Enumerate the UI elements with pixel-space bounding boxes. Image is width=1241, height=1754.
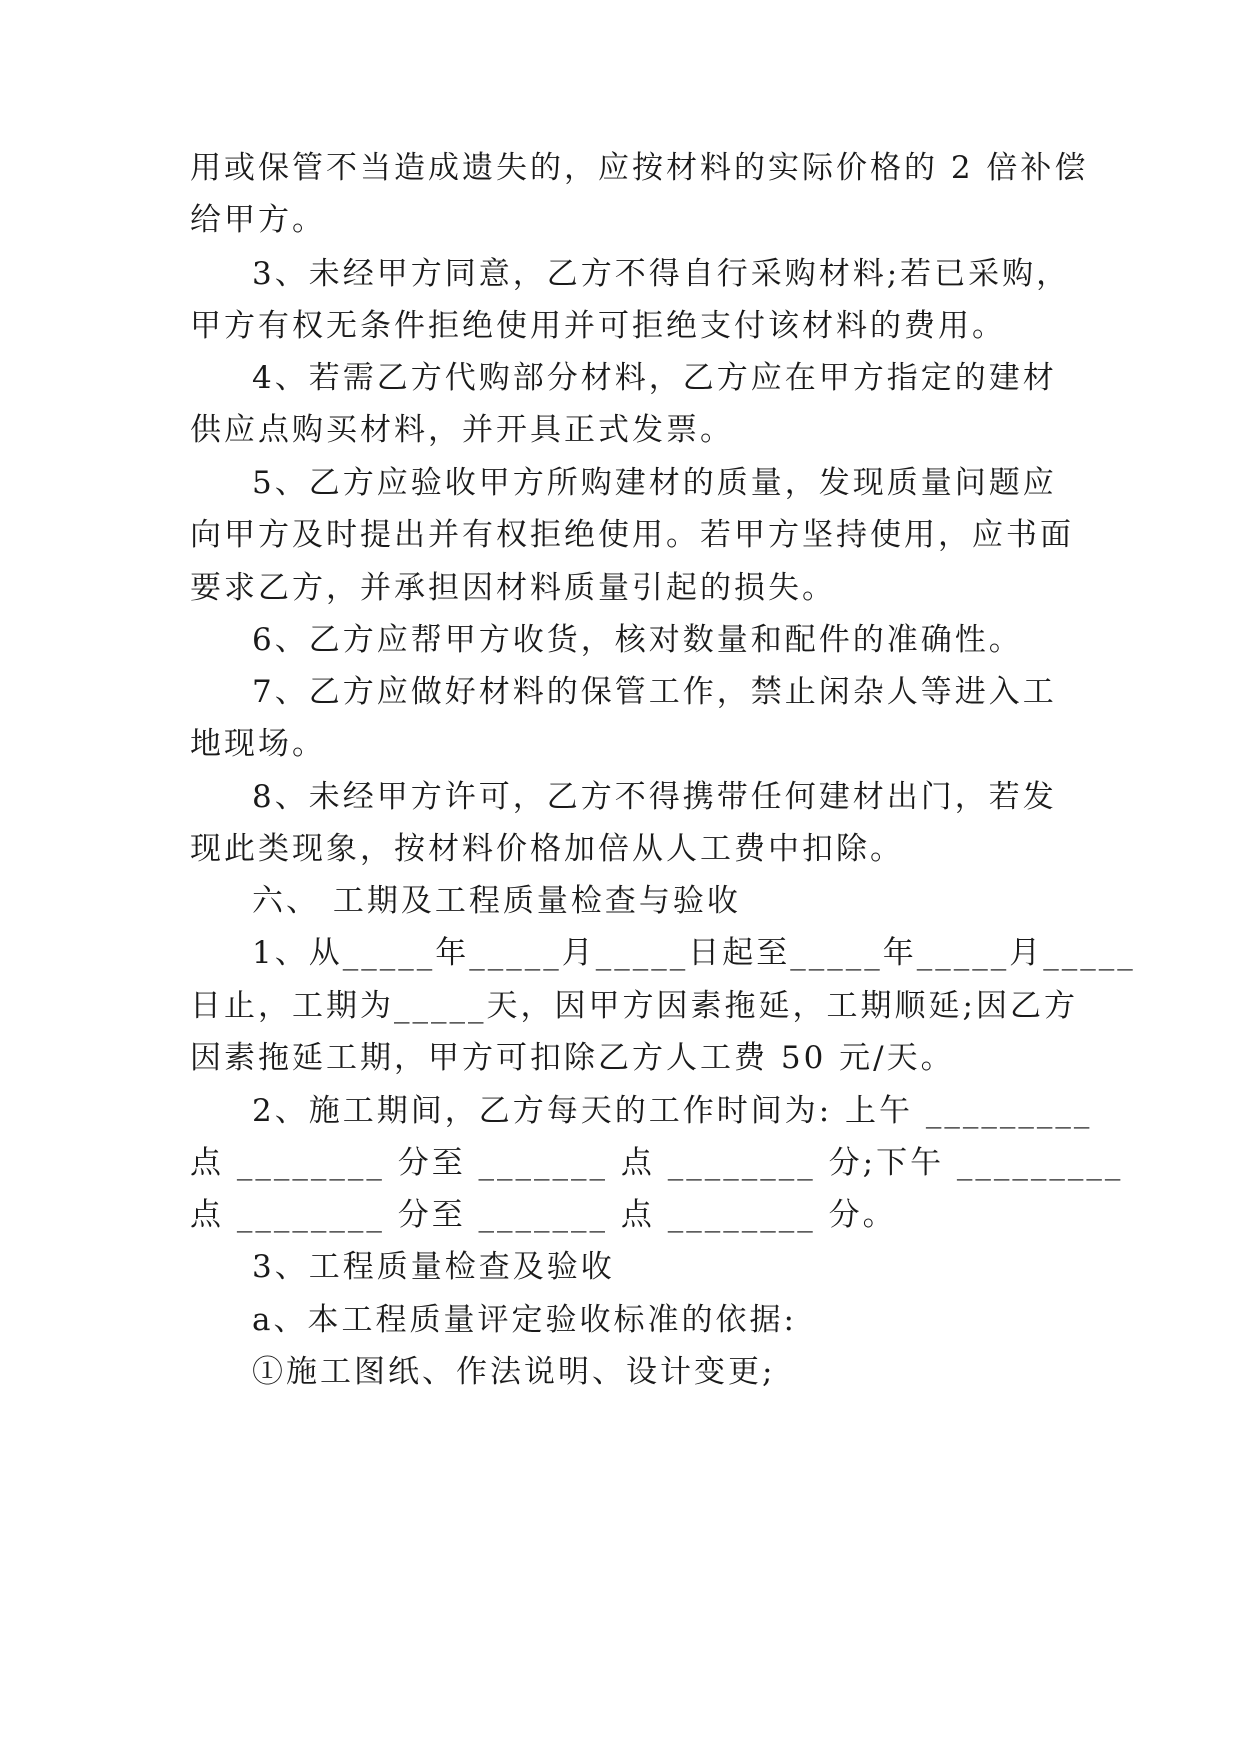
text-line: 甲方有权无条件拒绝使用并可拒绝支付该材料的费用。 [190,308,1006,344]
clause-4: 4、若需乙方代购部分材料，乙方应在甲方指定的建材 [252,360,1057,396]
item-1: ①施工图纸、作法说明、设计变更; [252,1354,776,1390]
text-line: 现此类现象，按材料价格加倍从人工费中扣除。 [190,831,904,867]
clause-6: 6、乙方应帮甲方收货，核对数量和配件的准确性。 [252,622,1023,658]
text-line: 供应点购买材料，并开具正式发票。 [190,412,734,448]
text-line: 要求乙方，并承担因材料质量引起的损失。 [190,570,836,606]
clause-5: 5、乙方应验收甲方所购建材的质量，发现质量问题应 [252,465,1057,501]
text-line: 点 ________ 分至 _______ 点 ________ 分。 [190,1197,897,1233]
clause-7: 7、乙方应做好材料的保管工作，禁止闲杂人等进入工 [252,674,1057,710]
clause-3: 3、未经甲方同意，乙方不得自行采购材料;若已采购， [252,256,1071,292]
text-line: 给甲方。 [190,202,326,238]
text-line: 用或保管不当造成遗失的，应按材料的实际价格的 2 倍补偿 [190,150,1089,186]
clause-3-heading: 3、工程质量检查及验收 [252,1249,615,1285]
text-line: 向甲方及时提出并有权拒绝使用。若甲方坚持使用，应书面 [190,517,1074,553]
text-line: 日止，工期为_____天，因甲方因素拖延，工期顺延;因乙方 [190,988,1078,1024]
clause-8: 8、未经甲方许可，乙方不得携带任何建材出门，若发 [252,779,1057,815]
section-heading: 六、 工期及工程质量检查与验收 [252,883,741,919]
item-a: a、本工程质量评定验收标准的依据: [252,1302,797,1338]
text-line: 地现场。 [190,726,326,762]
clause-2: 2、施工期间，乙方每天的工作时间为: 上午 _________ [252,1093,1093,1129]
text-line: 因素拖延工期，甲方可扣除乙方人工费 50 元/天。 [190,1040,955,1076]
text-line: 点 ________ 分至 _______ 点 ________ 分;下午 _________ [190,1145,1124,1181]
clause-1: 1、从_____年_____月_____日起至_____年_____月_____ [252,935,1136,971]
